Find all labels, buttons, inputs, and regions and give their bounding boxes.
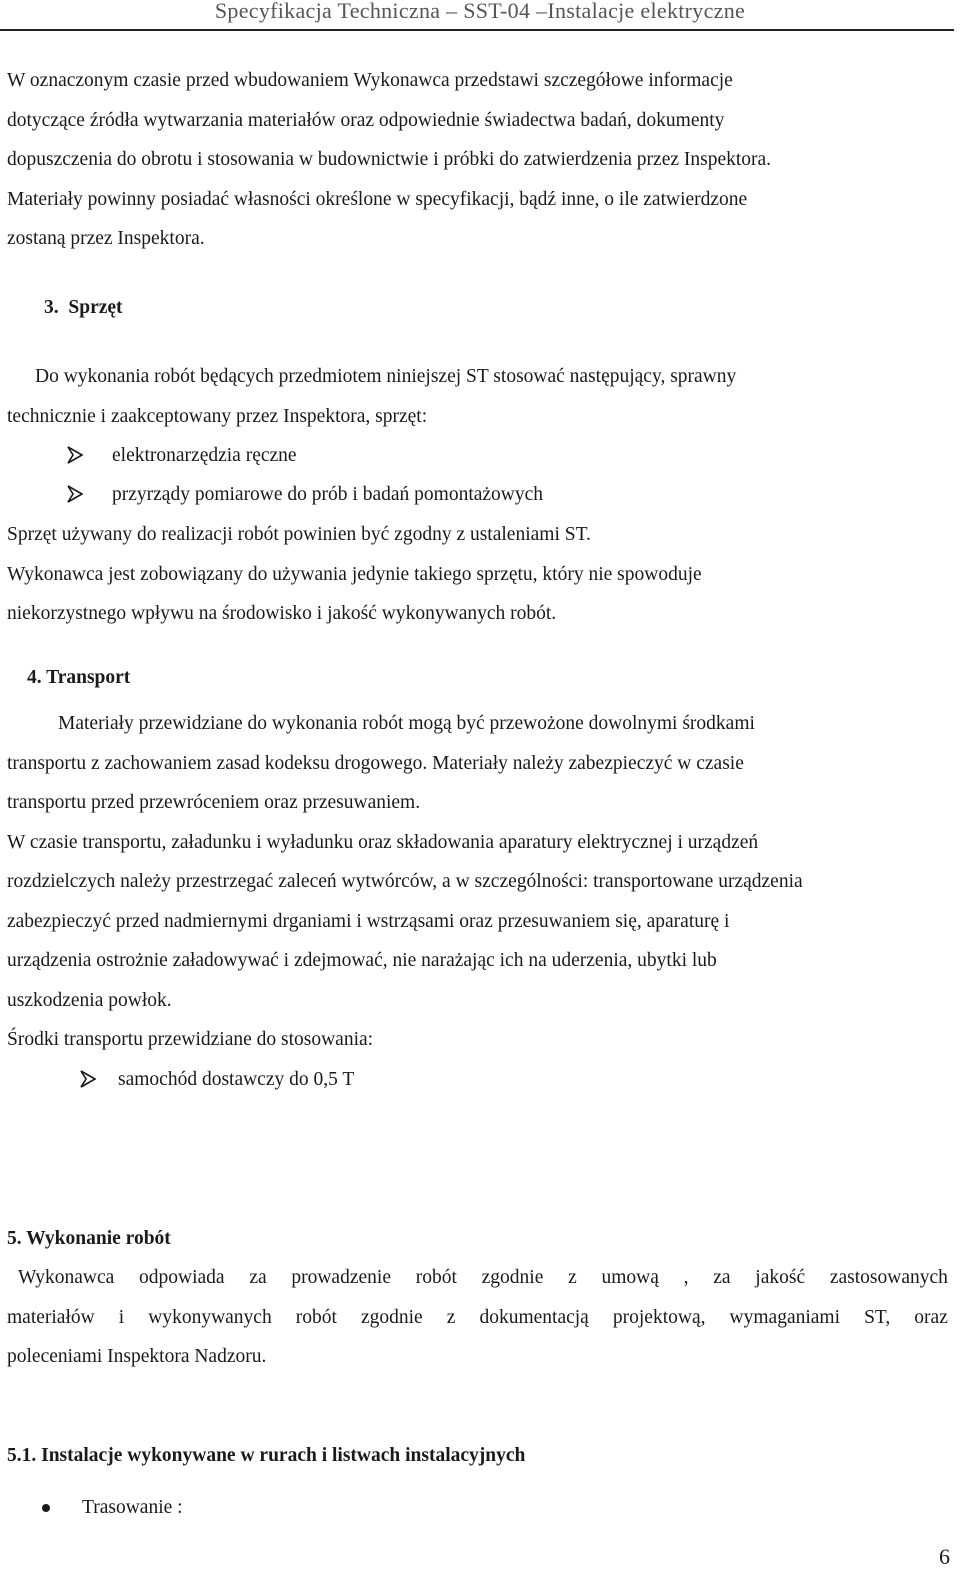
intro-line: zostaną przez Inspektora. — [7, 228, 205, 249]
section5-line: poleceniami Inspektora Nadzoru. — [7, 1346, 267, 1367]
word: z — [446, 1307, 456, 1328]
section4-line: Środki transportu przewidziane do stosowania: — [7, 1029, 374, 1050]
intro-line: dotyczące źródła wytwarzania materiałów oraz odpowiednie świadectwa badań, dokumenty — [7, 110, 725, 131]
word: robót — [415, 1267, 457, 1288]
bullet-dot-icon — [42, 1504, 50, 1512]
section4-line: W czasie transportu, załadunku i wyładunku oraz składowania aparatury elektrycznej i urządzeń — [7, 832, 759, 853]
word: odpowiada — [139, 1267, 225, 1288]
list-item: samochód dostawczy do 0,5 T — [118, 1069, 355, 1090]
section-heading-transport: 4. Transport — [27, 667, 131, 688]
list-item: Trasowanie : — [82, 1497, 183, 1518]
word: robót — [295, 1307, 337, 1328]
list-item: przyrządy pomiarowe do prób i badań pomontażowych — [112, 484, 544, 505]
section4-line: uszkodzenia powłok. — [7, 990, 172, 1011]
word: , — [683, 1267, 689, 1288]
section4-line: zabezpieczyć przed nadmiernymi drganiami i wstrząsami oraz przesuwaniem się, aparaturę i — [7, 911, 730, 932]
list-item: elektronarzędzia ręczne — [112, 445, 297, 466]
section4-line: transportu przed przewróceniem oraz przesuwaniem. — [7, 792, 421, 813]
section5-justified-line — [18, 1266, 948, 1290]
word: zgodnie — [481, 1267, 544, 1288]
section-heading-sprzet: 3. Sprzęt — [44, 297, 123, 318]
word: materiałów — [7, 1307, 95, 1328]
section4-line: urządzenia ostrożnie załadowywać i zdejmować, nie narażając ich na uderzenia, ubytki lub — [7, 950, 717, 971]
section3-line: niekorzystnego wpływu na środowisko i jakość wykonywanych robót. — [7, 603, 557, 624]
arrow-bullet-icon — [67, 485, 83, 503]
word: za — [249, 1267, 267, 1288]
section3-line: Do wykonania robót będących przedmiotem niniejszej ST stosować następujący, sprawny — [35, 366, 737, 387]
section-heading-wykonanie: 5. Wykonanie robót — [7, 1228, 171, 1249]
intro-line: dopuszczenia do obrotu i stosowania w budownictwie i próbki do zatwierdzenia przez Inspektora. — [7, 149, 772, 170]
section-heading-instalacje: 5.1. Instalacje wykonywane w rurach i listwach instalacyjnych — [7, 1445, 526, 1466]
arrow-bullet-icon — [80, 1070, 96, 1088]
word: zastosowanych — [829, 1267, 948, 1288]
word: prowadzenie — [291, 1267, 391, 1288]
section5-justified-line — [7, 1306, 948, 1330]
page-number: 6 — [939, 1544, 950, 1569]
word: projektową, — [612, 1307, 706, 1328]
section3-line: technicznie i zaakceptowany przez Inspektora, sprzęt: — [7, 406, 428, 427]
word: wykonywanych — [148, 1307, 272, 1328]
section4-line: transportu z zachowaniem zasad kodeksu drogowego. Materiały należy zabezpieczyć w czasie — [7, 753, 744, 774]
intro-line: Materiały powinny posiadać własności określone w specyfikacji, bądź inne, o ile zatwierdzone — [7, 189, 748, 210]
word: z — [568, 1267, 577, 1288]
section3-line: Sprzęt używany do realizacji robót powinien być zgodny z ustaleniami ST. — [7, 524, 591, 545]
section3-line: Wykonawca jest zobowiązany do używania jedynie takiego sprzętu, który nie spowoduje — [7, 564, 702, 585]
word: dokumentacją — [479, 1307, 589, 1328]
word: ST, — [864, 1307, 891, 1328]
word: Wykonawca — [18, 1267, 115, 1288]
page-header: Specyfikacja Techniczna – SST-04 –Instalacje elektryczne — [214, 0, 746, 23]
arrow-bullet-icon — [67, 446, 83, 464]
header-divider — [0, 29, 954, 31]
word: umową — [601, 1267, 659, 1288]
word: oraz — [914, 1307, 948, 1328]
word: i — [118, 1307, 125, 1328]
word: wymaganiami — [729, 1307, 841, 1328]
word: za — [713, 1267, 731, 1288]
word: zgodnie — [360, 1307, 423, 1328]
word: jakość — [755, 1267, 806, 1288]
intro-line: W oznaczonym czasie przed wbudowaniem Wykonawca przedstawi szczegółowe informacje — [7, 70, 733, 91]
section4-line: Materiały przewidziane do wykonania robót mogą być przewożone dowolnymi środkami — [58, 713, 755, 734]
section4-line: rozdzielczych należy przestrzegać zaleceń wytwórców, a w szczególności: transportowane urządzenia — [7, 871, 803, 892]
